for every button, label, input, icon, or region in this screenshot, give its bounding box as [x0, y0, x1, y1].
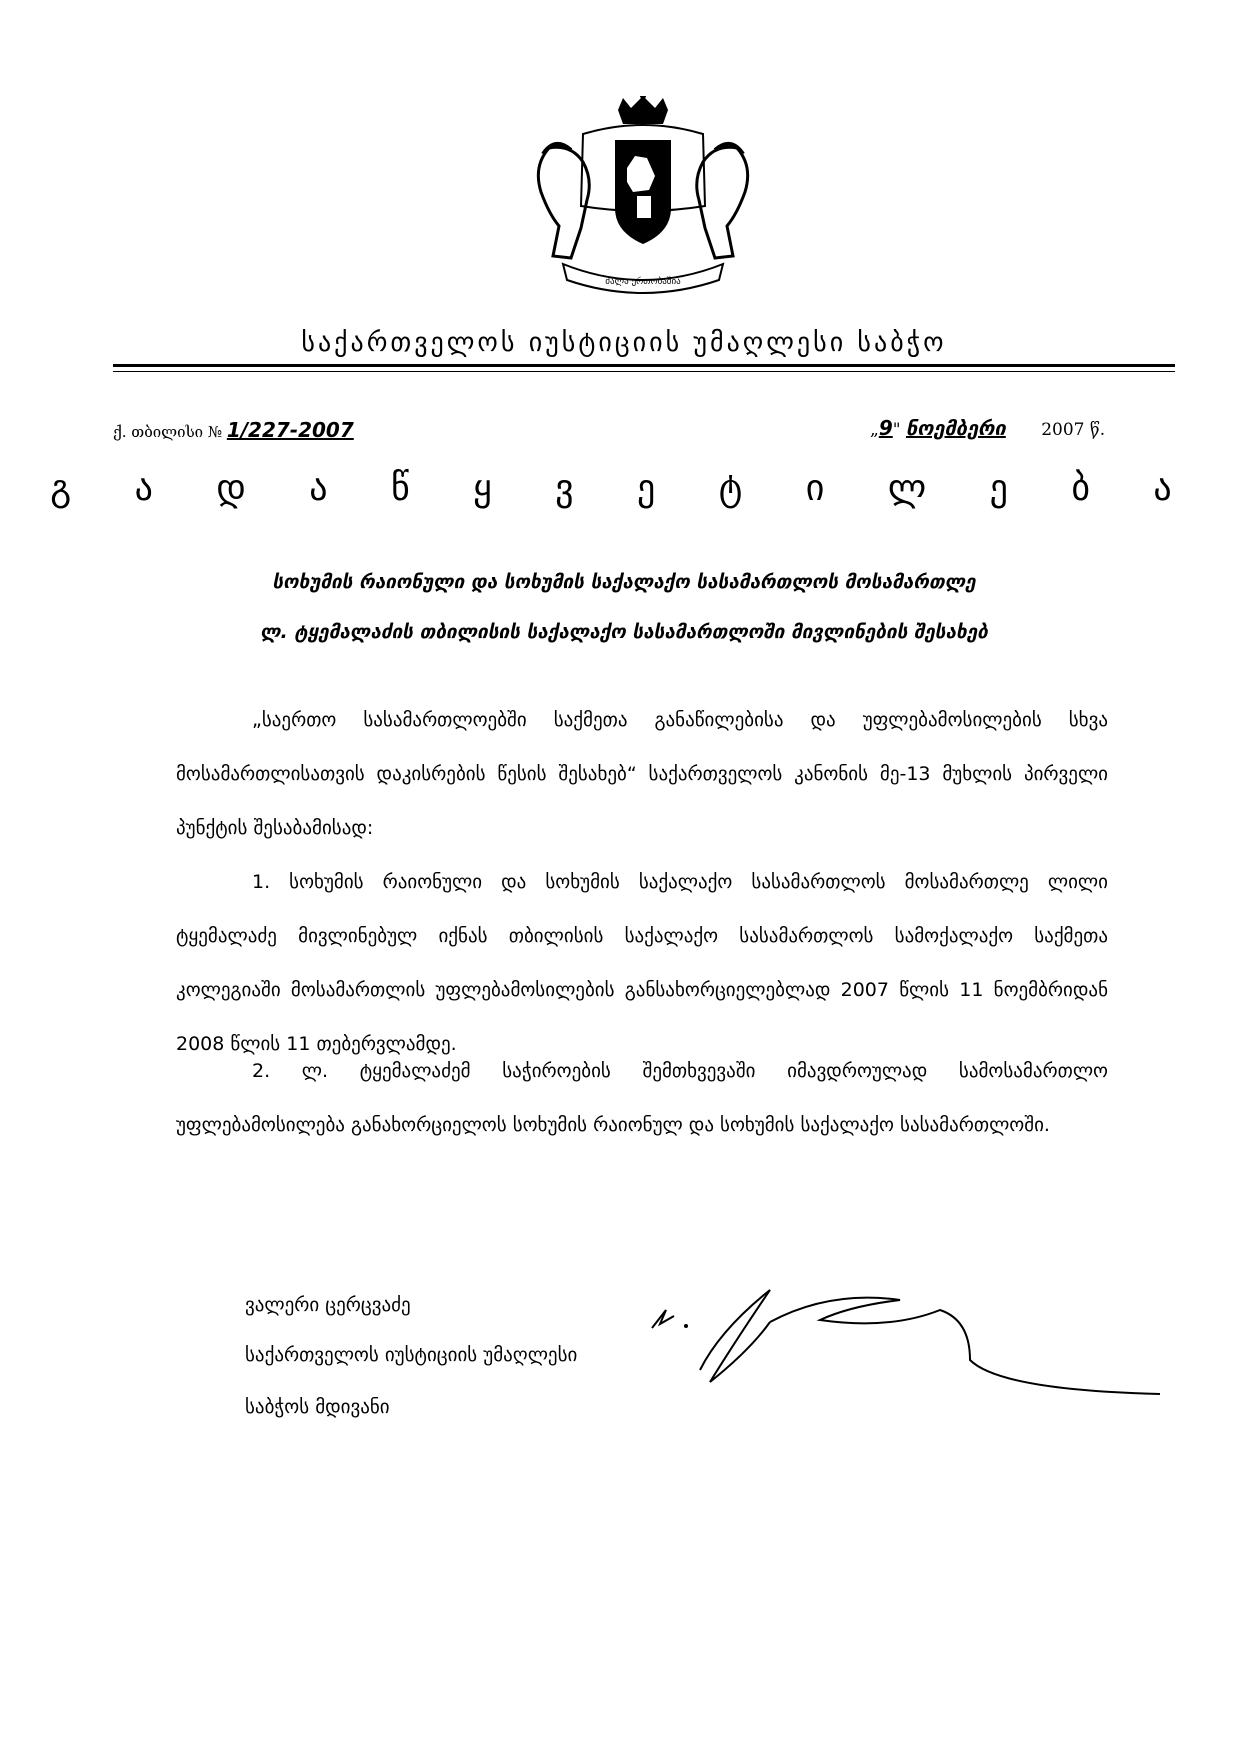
preamble-paragraph: „საერთო სასამართლოებში საქმეთა განაწილებისა და უფლებამოსილების სხვა მოსამართლისათვის დაკისრების წესის შესახებ“ საქართველოს კანონის მე-13 მუხლის პირველი პუნქტის შესაბამისად:	[176, 709, 1108, 839]
header-divider-thin	[113, 371, 1175, 372]
coat-of-arms-emblem	[523, 96, 763, 296]
signatory-name: ვალერი ცერცვაძე	[245, 1294, 411, 1316]
signatory-position-line-1: საქართველოს იუსტიციის უმაღლესი	[245, 1344, 578, 1366]
document-date	[870, 416, 1105, 440]
document-number: 1/227-2007	[226, 418, 354, 442]
date-month: ნოემბერი	[905, 416, 1006, 440]
date-day: 9	[878, 416, 893, 440]
signatory-position-line-2: საბჭოს მდივანი	[245, 1396, 390, 1418]
resolution-item-1: 1. სოხუმის რაიონული და სოხუმის საქალაქო სასამართლოს მოსამართლე ლილი ტყემალაძე მივლინებულ იქნას თბილისის საქალაქო სასამართლოს სამოქალაქო საქმეთა კოლეგიაში მოსამართლის უფლებამოსილების განსახორციელებლად 2007 წლის 11 ნოემბრიდან 2008 წლის 11 თებერვლამდე.	[176, 871, 1108, 1055]
subject-line-1: სოხუმის რაიონული და სოხუმის საქალაქო სასამართლოს მოსამართლე	[272, 571, 976, 593]
place-label: ქ. თბილისი №	[113, 423, 223, 441]
handwritten-signature	[640, 1270, 1160, 1410]
emblem-motto: ძალა ერთობაშია	[605, 277, 681, 287]
organization-title: საქართველოს იუსტიციის უმაღლესი საბჭო	[301, 328, 947, 358]
subject-line-2: ლ. ტყემალაძის თბილისის საქალაქო სასამართლოში მივლინების შესახებ	[260, 621, 988, 643]
document-type-title: გ ა დ ა წ ყ ვ ე ტ ი ლ ე ბ ა	[50, 468, 1198, 509]
resolution-item-2: 2. ლ. ტყემალაძემ საჭიროების შემთხვევაში იმავდროულად სამოსამართლო უფლებამოსილება განახორციელოს სოხუმის რაიონულ და სოხუმის საქალაქო სასამართლოში.	[176, 1060, 1108, 1136]
document-number-line	[113, 418, 354, 442]
date-quote-close: "	[892, 420, 901, 440]
date-year: 2007 წ.	[1041, 420, 1106, 440]
date-quote-open: „	[870, 420, 879, 440]
header-divider-thick	[113, 364, 1175, 367]
